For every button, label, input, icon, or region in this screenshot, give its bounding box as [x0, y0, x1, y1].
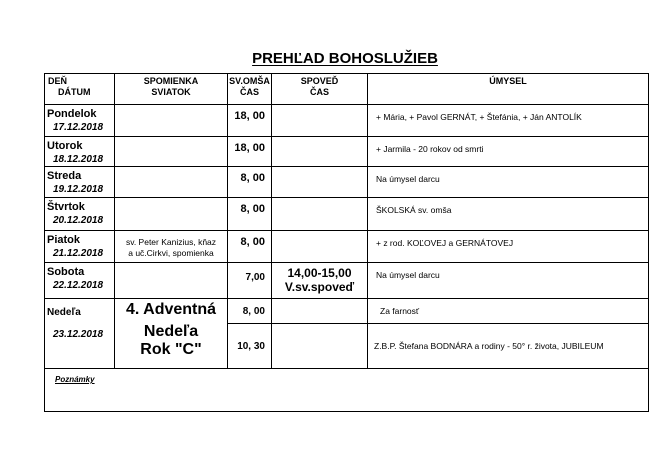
confession-cell [272, 263, 368, 299]
feast-line: 4. Adventná [125, 301, 217, 318]
day-cell [45, 299, 115, 369]
day-date: 21.12.2018 [53, 248, 104, 259]
mass-time: 18, 00 [228, 137, 272, 167]
intention-cell: Z.B.P. Štefana BODNÁRA a rodiny - 50° r. života, JUBILEUM [368, 324, 649, 369]
feast-cell [115, 167, 228, 198]
services-table [44, 73, 649, 412]
intention-cell: + z rod. KOĽOVEJ a GERNÁTOVEJ [368, 231, 649, 263]
intention-cell: + Jarmila - 20 rokov od smrti [368, 137, 649, 167]
header-date-label: DÁTUM [58, 87, 91, 97]
feast-cell [115, 198, 228, 231]
day-name: Pondelok [47, 108, 97, 120]
table-row [45, 299, 649, 324]
notes-row [45, 369, 649, 412]
mass-time: 8, 00 [228, 299, 272, 324]
header-confession-label1: SPOVEĎ [300, 76, 339, 86]
table-row [45, 167, 649, 198]
feast-cell [115, 137, 228, 167]
mass-time: 7,00 [228, 263, 272, 299]
page-title [0, 50, 670, 67]
table-row [45, 105, 649, 137]
day-cell [45, 167, 115, 198]
header-row [45, 74, 649, 105]
header-intention [368, 74, 649, 105]
header-day-label: DEŇ [48, 76, 68, 86]
confession-cell [272, 198, 368, 231]
confession-time: 14,00-15,00 [287, 266, 352, 280]
day-name: Streda [47, 170, 82, 182]
day-name: Piatok [47, 234, 81, 246]
header-feast [115, 74, 228, 105]
intention-cell: + Mária, + Pavol GERNÁT, + Štefánia, + Ján ANTOLÍK [368, 105, 649, 137]
day-cell [45, 105, 115, 137]
feast-cell [115, 105, 228, 137]
title-text: PREHĽAD BOHOSLUŽIEB [252, 50, 438, 67]
day-cell [45, 137, 115, 167]
header-confession [272, 74, 368, 105]
header-feast-label1: SPOMIENKA [143, 76, 199, 86]
confession-cell [272, 167, 368, 198]
day-date: 18.12.2018 [53, 154, 104, 165]
day-cell [45, 231, 115, 263]
feast-line: a uč.Cirkvi, spomienka [128, 248, 214, 258]
day-name: Sobota [47, 266, 85, 278]
day-date: 17.12.2018 [53, 122, 104, 133]
feast-line: Rok "C" [140, 341, 202, 358]
table-row [45, 198, 649, 231]
mass-time: 10, 30 [228, 324, 272, 369]
day-date: 20.12.2018 [53, 215, 104, 226]
day-cell [45, 263, 115, 299]
day-date: 22.12.2018 [53, 280, 104, 291]
feast-cell [115, 299, 228, 369]
mass-time: 8, 00 [228, 198, 272, 231]
header-intention-label: ÚMYSEL [489, 76, 527, 86]
mass-time: 8, 00 [228, 231, 272, 263]
notes-cell[interactable] [45, 369, 649, 412]
intention-cell: Za farnosť [368, 299, 649, 324]
intention-cell: Na úmysel darcu [368, 167, 649, 198]
header-day [45, 74, 115, 105]
table-row [45, 137, 649, 167]
intention-cell: Na úmysel darcu [368, 263, 649, 299]
day-date: 19.12.2018 [53, 184, 104, 195]
header-mass-label1: SV.OMŠA [229, 76, 270, 86]
table-row [45, 263, 649, 299]
day-cell [45, 198, 115, 231]
mass-time: 8, 00 [228, 167, 272, 198]
feast-cell [115, 231, 228, 263]
confession-label: V.sv.spoveď [284, 280, 355, 294]
header-feast-label2: SVIATOK [151, 87, 191, 97]
confession-cell [272, 137, 368, 167]
day-date: 23.12.2018 [53, 329, 104, 340]
header-mass [228, 74, 272, 105]
notes-label: Poznámky [55, 375, 95, 384]
header-mass-label2: ČAS [239, 87, 259, 97]
confession-cell [272, 299, 368, 324]
feast-line: sv. Peter Kanizius, kňaz [125, 237, 217, 247]
confession-cell [272, 324, 368, 369]
feast-line: Nedeľa [143, 323, 199, 340]
day-name: Nedeľa [47, 307, 81, 318]
table-row [45, 231, 649, 263]
confession-cell [272, 105, 368, 137]
confession-cell [272, 231, 368, 263]
intention-cell: ŠKOLSKÁ sv. omša [368, 198, 649, 231]
mass-time: 18, 00 [228, 105, 272, 137]
day-name: Utorok [47, 140, 83, 152]
feast-cell [115, 263, 228, 299]
header-confession-label2: ČAS [309, 87, 329, 97]
day-name: Štvrtok [47, 201, 85, 213]
